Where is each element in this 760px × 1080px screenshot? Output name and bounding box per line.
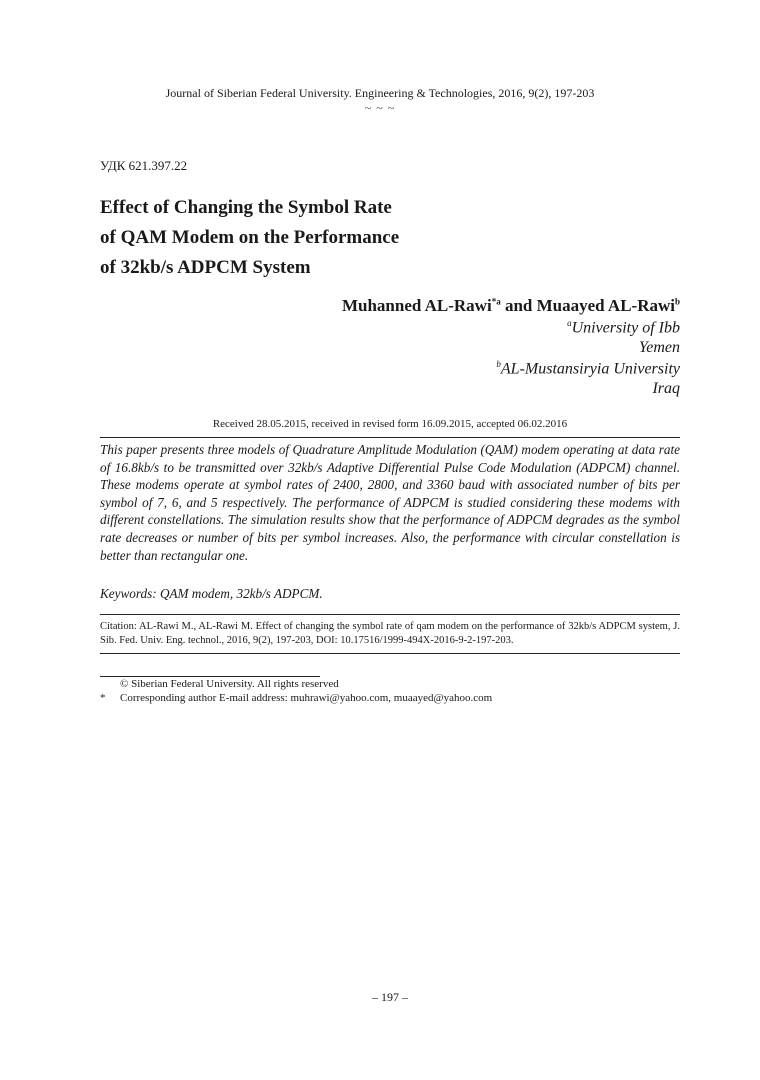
affiliation-b: [496, 359, 680, 378]
udc-code: УДК 621.397.22: [100, 158, 188, 173]
citation-bottom-rule: [100, 653, 680, 654]
title-line-3: of 32kb/s ADPCM System: [100, 257, 311, 278]
authors: [342, 296, 680, 316]
received-dates: Received 28.05.2015, received in revised form 16.09.2015, accepted 06.02.2016: [212, 418, 568, 430]
citation-top-rule: [100, 614, 680, 615]
page-number: – 197 –: [372, 990, 408, 1004]
title-line-1: Effect of Changing the Symbol Rate: [100, 197, 392, 218]
abstract: This paper presents three models of Quadrature Amplitude Modulation (QAM) modem operating at data rate of 16.8kb/s to be transmitted over 32kb/s Adaptive Differential Pulse Code Modulation (ADPCM) channel. These modems operate at symbol rates of 2400, 2800, and 3360 baud with associated number of bits per symbol of 7, 6, and 5 respectively. The performance of ADPCM is studied considering these modems with different constellations. The simulation results show that the performance of ADPCM degrades as the symbol rate decreases or number of bits per symbol increases. Also, the performance with circular constellation is better than rectangular one.: [100, 442, 680, 563]
author-conjunction: and: [500, 296, 537, 315]
copyright-text: © Siberian Federal University. All rights reserved: [120, 678, 339, 690]
keywords: Keywords: QAM modem, 32kb/s ADPCM.: [100, 586, 323, 601]
author-1: Muhanned AL-Rawi: [341, 296, 492, 315]
author-1-affiliation-mark: *a: [491, 296, 501, 307]
affiliation-a-mark: a: [567, 318, 572, 328]
affiliation-b-country: Iraq: [652, 380, 680, 397]
affiliation-a-country: Yemen: [638, 339, 680, 356]
footnote-copyright: [100, 678, 339, 690]
journal-header: Journal of Siberian Federal University. Engineering & Technologies, 2016, 9(2), 197-203: [165, 86, 595, 100]
author-2: Muaayed AL-Rawi: [536, 296, 675, 315]
affiliation-a: [567, 318, 680, 337]
corresponding-author-email: Corresponding author E-mail address: muhrawi@yahoo.com, muaayed@yahoo.com: [120, 692, 493, 704]
affiliation-b-mark: b: [496, 359, 501, 369]
citation: Citation: AL-Rawi M., AL-Rawi M. Effect of changing the symbol rate of qam modem on the performance of 32kb/s ADPCM system, J. Sib. Fed. Univ. Eng. technol., 2016, 9(2), 197-203, DOI: 10.17516/1999-494X-2016-9-2-197-203.: [100, 621, 680, 646]
affiliation-b-name: AL-Mustansiryia University: [500, 360, 680, 378]
title-line-2: of QAM Modem on the Performance: [100, 227, 400, 248]
abstract-top-rule: [100, 437, 680, 438]
footnote-corresponding-author: [100, 692, 492, 704]
author-2-affiliation-mark: b: [674, 296, 680, 307]
header-ornament: ~ ~ ~: [364, 101, 396, 115]
footnote-asterisk: *: [100, 692, 106, 704]
footnote-rule: [100, 676, 320, 677]
affiliation-a-name: University of Ibb: [571, 319, 680, 337]
paper-title: [100, 193, 520, 283]
